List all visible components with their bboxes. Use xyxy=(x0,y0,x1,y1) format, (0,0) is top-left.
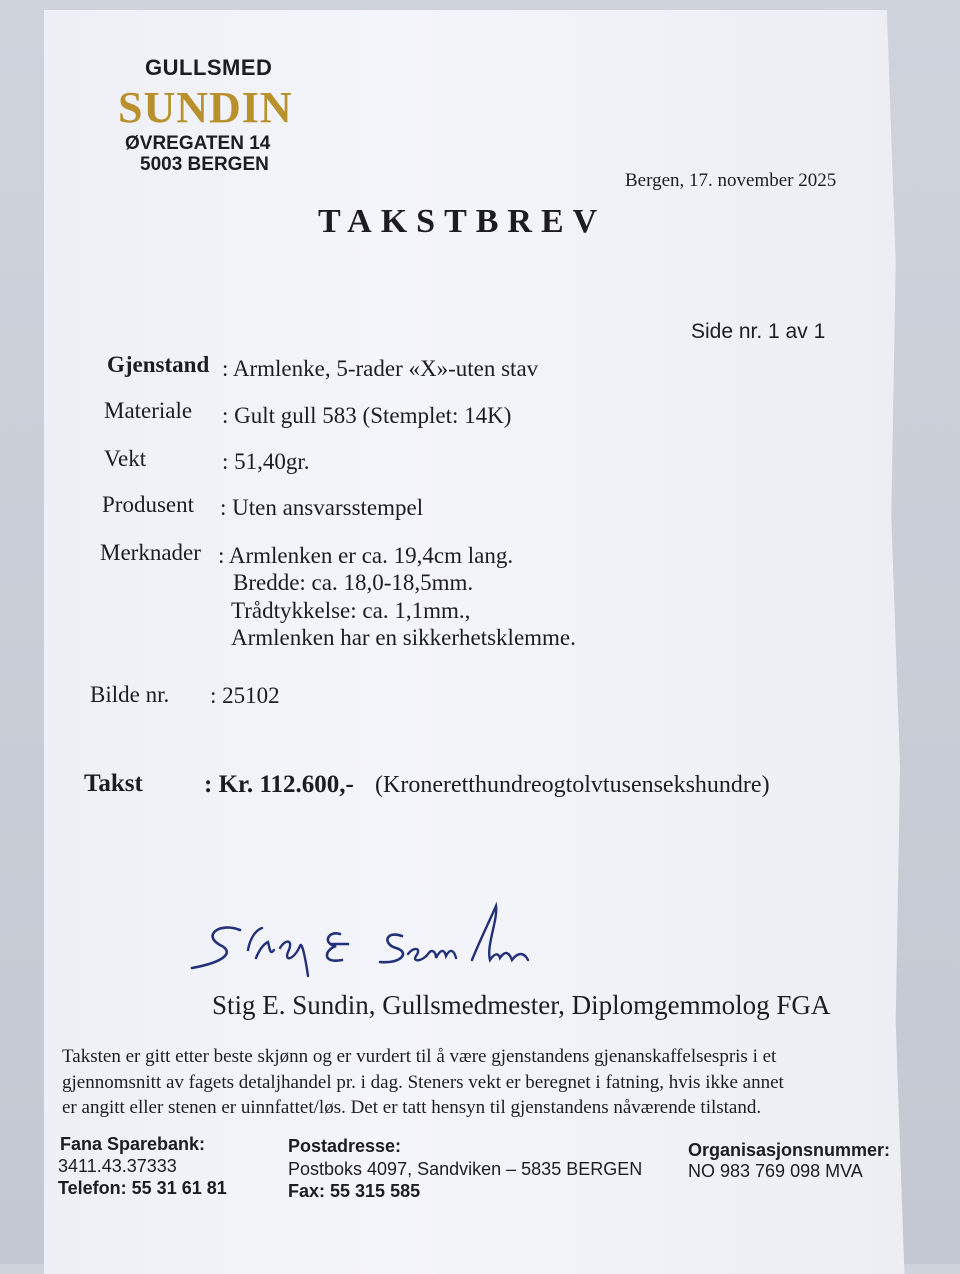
bank-account: 3411.43.37333 xyxy=(58,1156,177,1176)
letterhead-street: ØVREGATEN 14 xyxy=(125,133,271,154)
vekt-label: Vekt xyxy=(104,446,147,471)
gjenstand-value: : Armlenke, 5-rader «X»-uten stav xyxy=(222,356,539,381)
letter-date: Bergen, 17. november 2025 xyxy=(625,170,837,191)
produsent-value: : Uten ansvarsstempel xyxy=(220,495,424,520)
post-address: Postboks 4097, Sandviken – 5835 BERGEN xyxy=(288,1159,643,1179)
materiale-label: Materiale xyxy=(104,398,193,423)
letterhead-line1: GULLSMED xyxy=(145,55,273,80)
merknader-line: : Armlenken er ca. 19,4cm lang. xyxy=(218,543,514,568)
produsent-label: Produsent xyxy=(102,492,194,517)
document-title: TAKSTBREV xyxy=(318,203,607,240)
letterhead-logo: SUNDIN xyxy=(118,83,293,132)
letterhead-city: 5003 BERGEN xyxy=(140,154,269,175)
materiale-value: : Gult gull 583 (Stemplet: 14K) xyxy=(222,403,512,428)
takst-label: Takst xyxy=(84,770,143,797)
disclaimer-line: er angitt eller stenen er uinnfattet/løs. Det er tatt hensyn til gjenstandens nåværende tilstand. xyxy=(62,1097,762,1118)
bank-title: Fana Sparebank: xyxy=(60,1134,206,1154)
post-fax: Fax: 55 315 585 xyxy=(288,1181,421,1201)
merknader-line: Bredde: ca. 18,0-18,5mm. xyxy=(233,570,474,595)
bilde-value: : 25102 xyxy=(210,683,280,708)
bilde-label: Bilde nr. xyxy=(90,682,170,707)
org-title: Organisasjonsnummer: xyxy=(688,1140,891,1160)
vekt-value: : 51,40gr. xyxy=(222,449,310,474)
takst-words: (Kroneretthundreogtolvtusensekshundre) xyxy=(375,772,770,798)
merknader-label: Merknader xyxy=(100,540,201,565)
org-number: NO 983 769 098 MVA xyxy=(688,1161,863,1181)
takst-amount: : Kr. 112.600,- xyxy=(204,771,354,798)
handwritten-signature xyxy=(190,900,560,990)
post-title: Postadresse: xyxy=(288,1136,402,1156)
disclaimer-line: gjennomsnitt av fagets detaljhandel pr. i dag. Steners vekt er beregnet i fatning, hvis ikke annet xyxy=(62,1072,784,1093)
disclaimer-line: Taksten er gitt etter beste skjønn og er vurdert til å være gjenstandens gjenanskaffelsespris i et xyxy=(62,1046,777,1067)
gjenstand-label: Gjenstand xyxy=(107,352,210,377)
bank-phone: Telefon: 55 31 61 81 xyxy=(58,1178,227,1198)
page-info: Side nr. 1 av 1 xyxy=(691,320,826,343)
signer-name: Stig E. Sundin, Gullsmedmester, Diplomgemmolog FGA xyxy=(212,990,831,1020)
merknader-line: Armlenken har en sikkerhetsklemme. xyxy=(231,625,576,650)
merknader-line: Trådtykkelse: ca. 1,1mm., xyxy=(231,598,471,623)
